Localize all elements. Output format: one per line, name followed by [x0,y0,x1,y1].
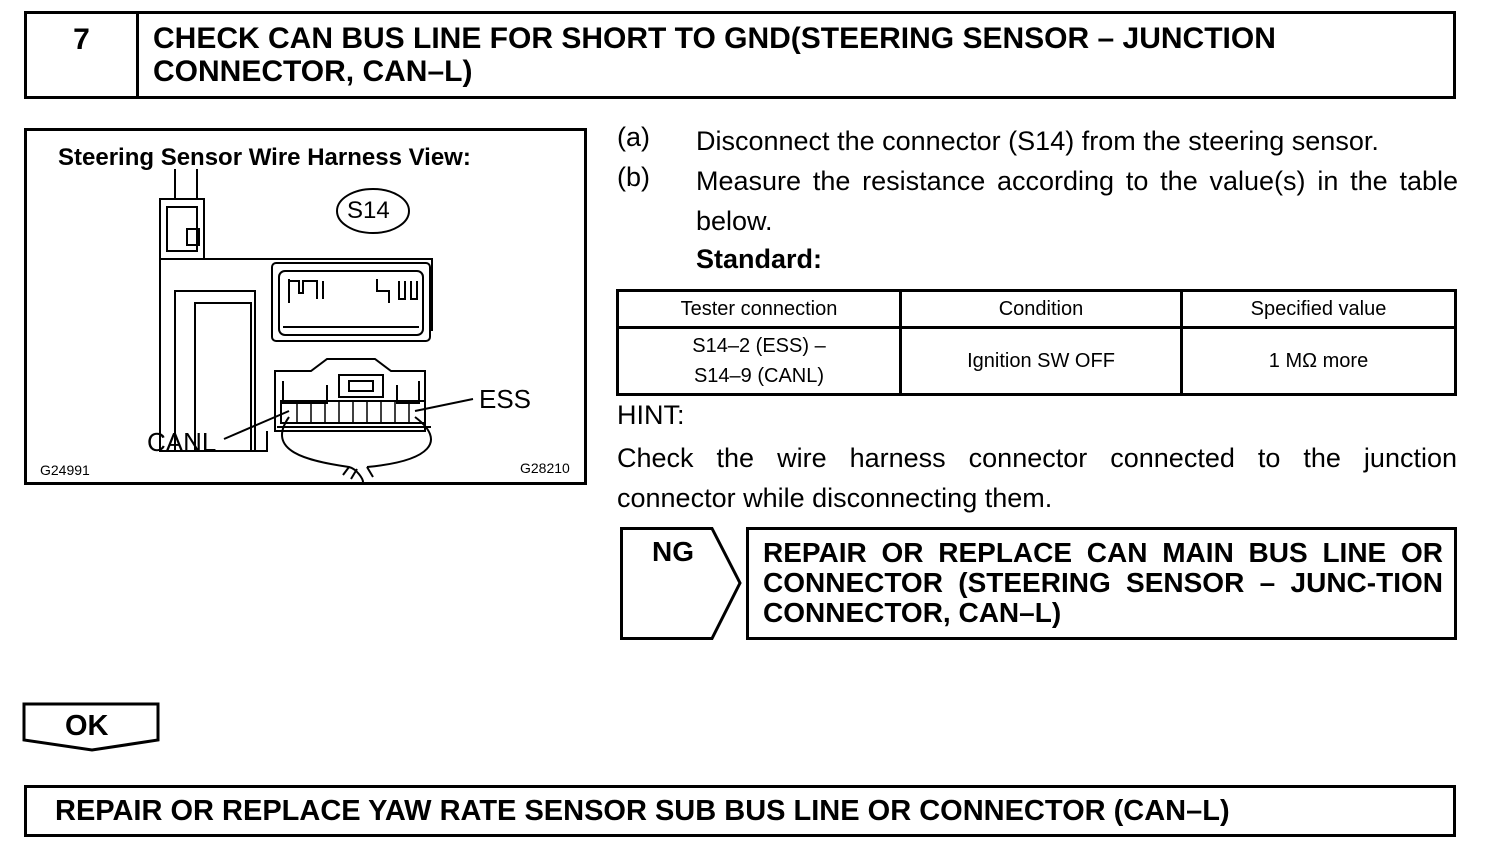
hint-title: HINT: [617,400,685,430]
step-label-a: (a) [617,122,650,152]
canl-label: CANL [147,427,217,457]
figure-code-right: G28210 [520,460,570,476]
step-text-a: Disconnect the connector (S14) from the steering sensor. [696,126,1379,156]
specified-value-cell: 1 MΩ more [1182,328,1456,395]
harness-figure [24,128,587,485]
standard-label: Standard: [696,244,823,274]
step-header [24,11,1456,99]
figure-title: Steering Sensor Wire Harness View: [58,144,471,171]
ok-result-box [24,785,1456,837]
ng-result-box [746,527,1457,640]
table-header-row [618,291,1456,328]
step-title: CHECK CAN BUS LINE FOR SHORT TO GND(STEERING SENSOR – JUNCTION CONNECTOR, CAN–L) [153,22,1276,88]
step-number: 7 [27,14,139,96]
ng-result-text: REPAIR OR REPLACE CAN MAIN BUS LINE OR CONNECTOR (STEERING SENSOR – JUNC-TION CONNECTOR, CAN–L) [763,537,1443,628]
connector-illustration [27,131,584,482]
tester-connection-cell [618,328,901,395]
figure-code-left: G24991 [40,462,90,478]
ok-result-text: REPAIR OR REPLACE YAW RATE SENSOR SUB BUS LINE OR CONNECTOR (CAN–L) [55,795,1230,827]
connector-id-label: S14 [347,197,390,224]
step-label-b: (b) [617,162,650,192]
table-row [618,328,1456,395]
step-text-b: Measure the resistance according to the value(s) in the table below. [696,166,1458,236]
condition-cell: Ignition SW OFF [901,328,1182,395]
ng-label: NG [652,536,694,567]
tester-connection-line: S14–2 (ESS) – [692,335,826,357]
table-header-cell: Specified value [1182,291,1456,328]
table-header-cell: Condition [901,291,1182,328]
hint-text: Check the wire harness connector connected to the junction connector while disconnecting them. [617,443,1457,513]
ok-label: OK [65,710,109,742]
tester-connection-line: S14–9 (CANL) [693,365,825,387]
table-header-cell: Tester connection [618,291,901,328]
spec-table [616,289,1457,396]
ess-label: ESS [479,384,532,414]
